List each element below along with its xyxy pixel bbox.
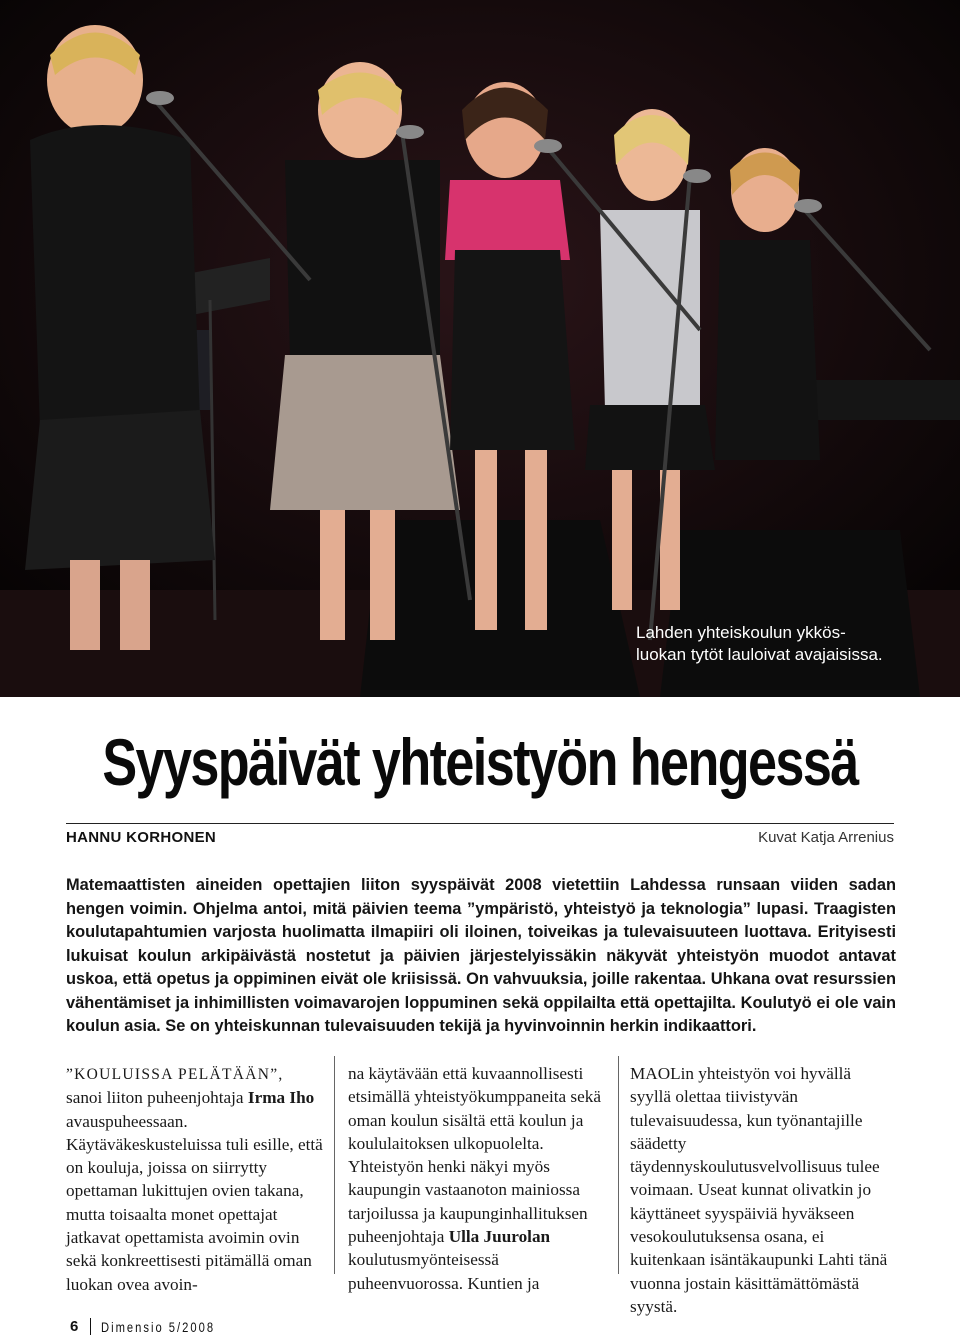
column-divider xyxy=(618,1056,619,1274)
col1-text-a: sanoi liiton puheenjohtaja xyxy=(66,1088,248,1108)
page-footer xyxy=(70,1318,244,1335)
publication-name: Dimensio 5/2008 xyxy=(101,1318,216,1335)
article-title: Syyspäivät yhteistyön hengessä xyxy=(102,725,858,799)
footer-divider xyxy=(90,1318,91,1335)
body-column-3 xyxy=(630,1062,895,1318)
author-name: HANNU KORHONEN xyxy=(66,829,217,846)
col1-text-b: avauspuheessaan. Käytäväkeskusteluissa tuli esille, että on kouluja, joissa on siirrytty opettaman lukittujen ovien takana, mutta toisaalta monet opettajat jatkavat opettamista avoimin ovin sekä konkreettisesti pitämällä oman luokan ovea avoin- xyxy=(66,1111,323,1294)
lead-paragraph: Matemaattisten aineiden opettajien liiton syyspäivät 2008 vietettiin Lahdessa runsaan viiden sadan hengen voimin. Ohjelma antoi, mitä päivien teema ”ympäristö, yhteistyö ja teknologia” lupasi. Traagisten koulutapahtumien varjosta huolimatta ilmapiiri oli iloinen, toiveikas ja tulevaisuuteen luottava. Erityisesti lukuisat koulun arkipäivästä nostetut ja päivien järjestelyissäkin näkyvät yhteistyön muodot antavat uskoa, että opetus ja oppiminen eivät ole kriisissä. On vahvuuksia, joille rakentaa. Uhkana ovat resurssien vähentämiset ja inhimillisten voimavarojen loppuminen sekä oppilailta että opettajilta. Koulutyö ei ole vain koulun asia. Se on yhteiskunnan tulevaisuuden tekijä ja hyvinvoinnin herkin indikaattori. xyxy=(66,876,896,1035)
photo-credit: Kuvat Katja Arrenius xyxy=(758,829,894,846)
col2-text-a: na käytävään että kuvaannollisesti etsimällä yhteistyökumppaneita sekä oman koulun sisältä että koulun ja koululaitoksen ulkopuolelta. Yhteistyön henki näkyi myös kaupungin vastaanoton mainiossa tarjoilussa ja kaupunginhallituksen puheenjohtaja xyxy=(348,1064,601,1247)
body-column-2 xyxy=(348,1062,612,1295)
person-name-ulla-juurola: Ulla Juurolan xyxy=(448,1227,551,1247)
person-name-irma-iho: Irma Iho xyxy=(247,1088,315,1108)
body-column-1 xyxy=(66,1062,328,1296)
title-rule xyxy=(66,823,894,824)
page-number: 6 xyxy=(70,1318,79,1335)
col3-text: MAOLin yhteistyön voi hyvällä syyllä olettaa tiivistyvän tulevaisuudessa, kun työnantajille säädetty täydennyskoulutusvelvollisuus tulee voimaan. Useat kunnat olivatkin jo käyttäneet syyspäiviä hyväkseen vesokoulutuksensa osana, ei kuitenkaan isäntäkaupunki Lahti tänä vuonna jostain käsittämättömästä syystä. xyxy=(630,1064,888,1316)
col2-text-b: koulutusmyönteisessä puheenvuorossa. Kuntien ja xyxy=(348,1250,540,1293)
photo-caption: Lahden yhteiskoulun ykkös- luokan tytöt lauloivat avajaisissa. xyxy=(636,623,883,664)
column-divider xyxy=(334,1056,335,1274)
opening-caps: ”KOULUISSA PELÄTÄÄN”, xyxy=(66,1066,284,1083)
